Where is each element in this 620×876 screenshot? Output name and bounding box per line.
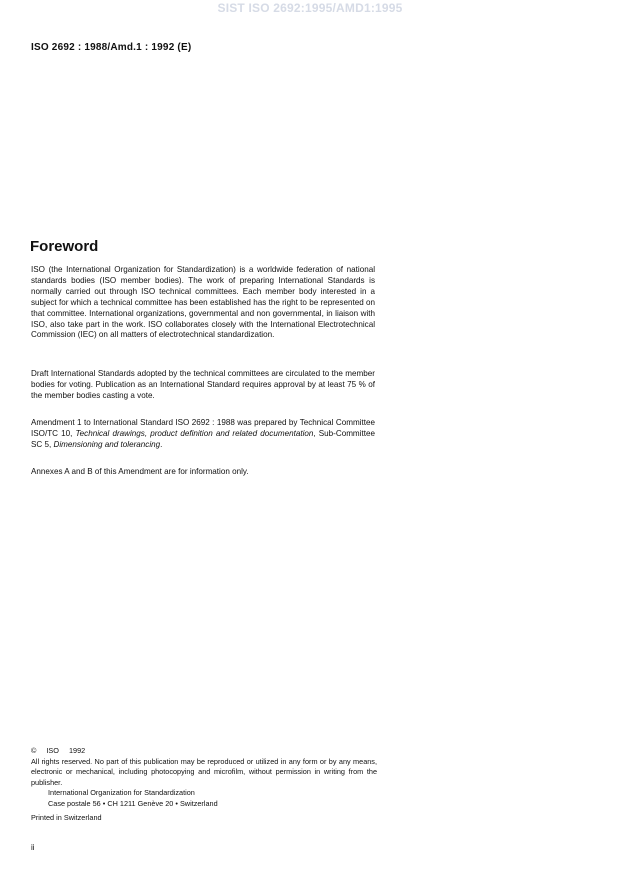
copyright-org: ISO	[46, 746, 59, 755]
watermark: SIST ISO 2692:1995/AMD1:1995	[217, 1, 403, 15]
page-number: ii	[31, 843, 35, 852]
paragraph-text: .	[160, 439, 163, 449]
paragraph-text: Amendment 1 to International Standard ISO 2692 : 1988 was prepared by Technical Committee ISO/TC 10,	[31, 418, 375, 438]
rights-statement: All rights reserved. No part of this publication may be reproduced or utilized in any form or by any means, electronic or mechanical, including photocopying and microfilm, without permission in writing from the publisher.	[31, 756, 377, 787]
copyright-symbol: ©	[31, 746, 37, 755]
subcommittee-title: Dimensioning and tolerancing	[53, 439, 161, 449]
committee-title: Technical drawings, product definition and related documentation	[75, 428, 314, 438]
paragraph-text: , Sub-Committee SC 5,	[31, 428, 375, 449]
foreword-paragraph-3	[31, 418, 375, 451]
foreword-paragraph-2: Draft International Standards adopted by the technical committees are circulated to the member bodies for voting. Publication as an International Standard requires approval by at least 75 % of the member bodies casting a vote.	[31, 369, 375, 400]
copyright-year: 1992	[68, 746, 86, 755]
foreword-paragraph-1: ISO (the International Organization for Standardization) is a worldwide federation of national standards bodies (ISO member bodies). The work of preparing International Standards is normally carried out through ISO technical committees. Each member body interested in a subject for which a technical committee has been established has the right to be represented on that committee. International organizations, governmental and non governmental, in liaison with ISO, also take part in the work. ISO collaborates closely with the International Electrotechnical Commission (IEC) on all matters of electrotechnical standardization.	[31, 265, 375, 340]
address-line-2: Case postale 56 • CH 1211 Genève 20 • Switzerland	[48, 798, 218, 808]
copyright-line	[31, 746, 377, 757]
document-id: ISO 2692 : 1988/Amd.1 : 1992 (E)	[31, 42, 192, 53]
foreword-paragraph-4: Annexes A and B of this Amendment are for information only.	[31, 467, 249, 476]
page-title: Foreword	[30, 238, 99, 255]
copyright-block	[31, 746, 377, 824]
printed-in: Printed in Switzerland	[31, 813, 102, 822]
address-line-1: International Organization for Standardization	[48, 788, 195, 797]
